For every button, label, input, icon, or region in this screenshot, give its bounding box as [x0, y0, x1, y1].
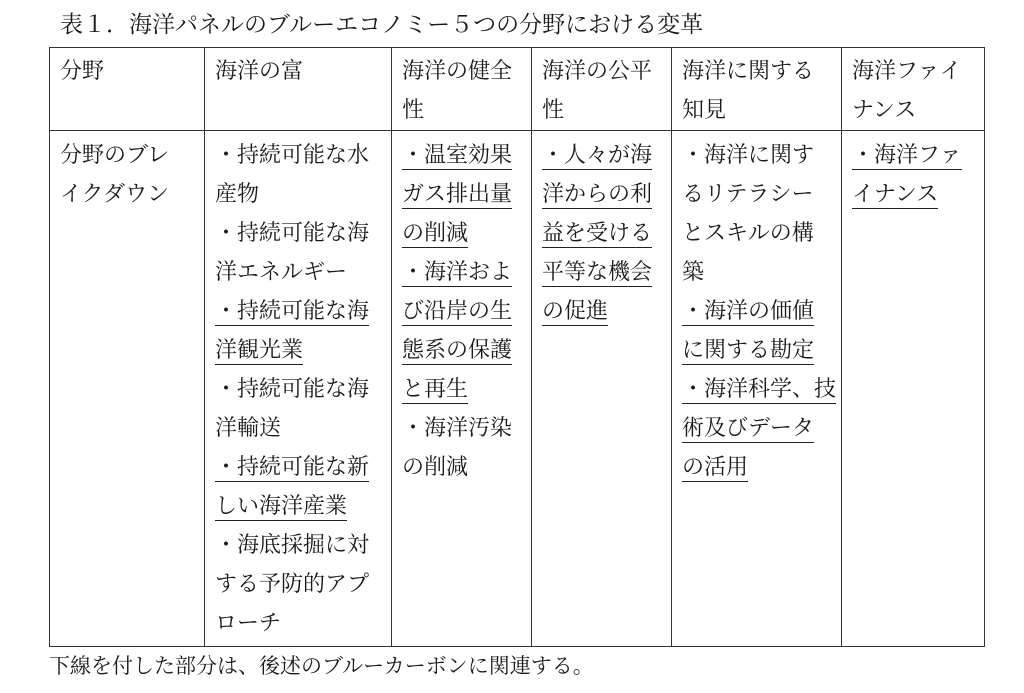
header-line-text: 海洋ファイ	[852, 59, 962, 84]
cell-ocean-knowledge	[672, 131, 842, 647]
header-line-text: 性	[402, 98, 425, 123]
item-line	[542, 292, 671, 331]
item-line-text: とスキルの構	[682, 221, 814, 246]
item-line-text: ローチ	[215, 611, 282, 636]
header-row	[50, 48, 985, 131]
header-line	[852, 91, 984, 130]
item-line-text: と再生	[402, 377, 469, 402]
item-line	[402, 370, 531, 409]
list-item	[215, 526, 391, 643]
row-label-cell	[50, 131, 205, 647]
header-line	[402, 91, 531, 130]
header-cell-ocean-health	[392, 48, 532, 131]
item-line	[402, 175, 531, 214]
item-line	[215, 331, 391, 370]
header-line	[682, 91, 841, 130]
header-line-text: 知見	[682, 98, 727, 123]
header-cell-ocean-knowledge	[672, 48, 842, 131]
row-label-line-text: 分野のブレ	[60, 143, 170, 168]
item-line-text: しい海洋産業	[215, 494, 348, 519]
item-line-text: の削減	[402, 455, 469, 480]
header-line-text: 分野	[60, 59, 105, 84]
item-line-text: 洋観光業	[215, 338, 304, 363]
item-line-text: ・海洋に関す	[682, 143, 815, 168]
item-line	[542, 136, 671, 175]
item-line	[542, 214, 671, 253]
item-line-text: ガス排出量	[402, 182, 513, 207]
item-line-text: ・人々が海	[542, 143, 653, 168]
list-item	[215, 292, 391, 370]
item-line-text: 築	[682, 260, 705, 285]
item-line	[402, 448, 531, 487]
item-line	[682, 409, 841, 448]
breakdown-row	[50, 131, 985, 647]
header-line-text: 性	[542, 98, 565, 123]
item-line	[215, 409, 391, 448]
list-item	[682, 370, 841, 487]
header-line	[852, 52, 984, 91]
item-line	[402, 409, 531, 448]
item-line	[215, 448, 391, 487]
item-line	[682, 448, 841, 487]
list-item	[402, 136, 531, 253]
item-line-text: 術及びデータ	[682, 416, 815, 441]
item-line	[682, 136, 841, 175]
item-line-text: ・海底採掘に対	[215, 533, 370, 558]
footnote: 下線を付した部分は、後述のブルーカーボンに関連する。	[49, 654, 594, 678]
item-line	[215, 175, 391, 214]
cell-ocean-wealth	[205, 131, 392, 647]
item-line-text: るリテラシー	[682, 182, 814, 207]
list-item	[682, 292, 841, 370]
item-line-text: の削減	[402, 221, 469, 246]
item-line-text: 洋輸送	[215, 416, 282, 441]
list-item	[852, 136, 984, 214]
item-line	[215, 253, 391, 292]
item-line-text: 益を受ける	[542, 221, 653, 246]
item-line	[215, 136, 391, 175]
item-line	[215, 370, 391, 409]
list-item	[215, 370, 391, 448]
item-line	[215, 565, 391, 604]
item-line	[215, 292, 391, 331]
item-line	[402, 292, 531, 331]
list-item	[215, 214, 391, 292]
header-line	[542, 52, 671, 91]
item-line-text: する予防的アプ	[215, 572, 370, 597]
item-line-text: ・持続可能な海	[215, 221, 370, 246]
list-item	[402, 409, 531, 487]
item-line-text: 産物	[215, 182, 260, 207]
item-line	[682, 175, 841, 214]
item-line-text: ・持続可能な海	[215, 299, 370, 324]
row-label-line	[60, 175, 204, 214]
header-cell-ocean-wealth	[205, 48, 392, 131]
header-line	[215, 52, 391, 91]
list-item	[542, 136, 671, 331]
item-line-text: ・海洋ファ	[852, 143, 962, 168]
item-line	[215, 487, 391, 526]
item-line-text: 洋からの利	[542, 182, 653, 207]
header-line-text: ナンス	[852, 98, 917, 123]
header-line	[542, 91, 671, 130]
item-line	[682, 331, 841, 370]
blue-economy-table	[49, 47, 985, 647]
item-line-text: の促進	[542, 299, 609, 324]
cell-ocean-equity	[532, 131, 672, 647]
item-line-text: ・海洋科学、技	[682, 377, 837, 402]
row-label-line-text: イクダウン	[60, 182, 170, 207]
item-line-text: び沿岸の生	[402, 299, 513, 324]
item-line	[682, 370, 841, 409]
cell-ocean-finance	[842, 131, 985, 647]
row-label-line	[60, 136, 204, 175]
header-cell-ocean-finance	[842, 48, 985, 131]
header-line-text: 海洋の富	[215, 59, 304, 84]
item-line	[215, 214, 391, 253]
header-line	[402, 52, 531, 91]
item-line	[402, 214, 531, 253]
header-line	[60, 52, 204, 91]
item-line	[542, 175, 671, 214]
header-line-text: 海洋の公平	[542, 59, 653, 84]
item-line	[215, 604, 391, 643]
list-item	[682, 136, 841, 292]
item-line-text: ・持続可能な水	[215, 143, 370, 168]
header-line-text: 海洋の健全	[402, 59, 513, 84]
item-line	[682, 214, 841, 253]
list-item	[215, 448, 391, 526]
item-line	[852, 175, 984, 214]
item-line	[402, 136, 531, 175]
item-line	[215, 526, 391, 565]
item-line-text: ・海洋の価値	[682, 299, 815, 324]
item-line	[402, 331, 531, 370]
item-line-text: 洋エネルギー	[215, 260, 348, 285]
item-line-text: ・持続可能な海	[215, 377, 370, 402]
table-caption: 表１．海洋パネルのブルーエコノミー５つの分野における変革	[60, 12, 704, 38]
item-line	[682, 253, 841, 292]
item-line	[682, 292, 841, 331]
item-line-text: ・海洋およ	[402, 260, 513, 285]
item-line-text: イナンス	[852, 182, 939, 207]
item-line-text: に関する勘定	[682, 338, 815, 363]
item-line-text: ・持続可能な新	[215, 455, 370, 480]
header-cell-category	[50, 48, 205, 131]
item-line-text: 平等な機会	[542, 260, 653, 285]
item-line-text: ・海洋汚染	[402, 416, 513, 441]
header-cell-ocean-equity	[532, 48, 672, 131]
item-line	[402, 253, 531, 292]
cell-ocean-health	[392, 131, 532, 647]
item-line	[542, 253, 671, 292]
header-line	[682, 52, 841, 91]
list-item	[215, 136, 391, 214]
list-item	[402, 253, 531, 409]
item-line-text: ・温室効果	[402, 143, 513, 168]
item-line-text: の活用	[682, 455, 749, 480]
item-line-text: 態系の保護	[402, 338, 513, 363]
item-line	[852, 136, 984, 175]
header-line-text: 海洋に関する	[682, 59, 815, 84]
